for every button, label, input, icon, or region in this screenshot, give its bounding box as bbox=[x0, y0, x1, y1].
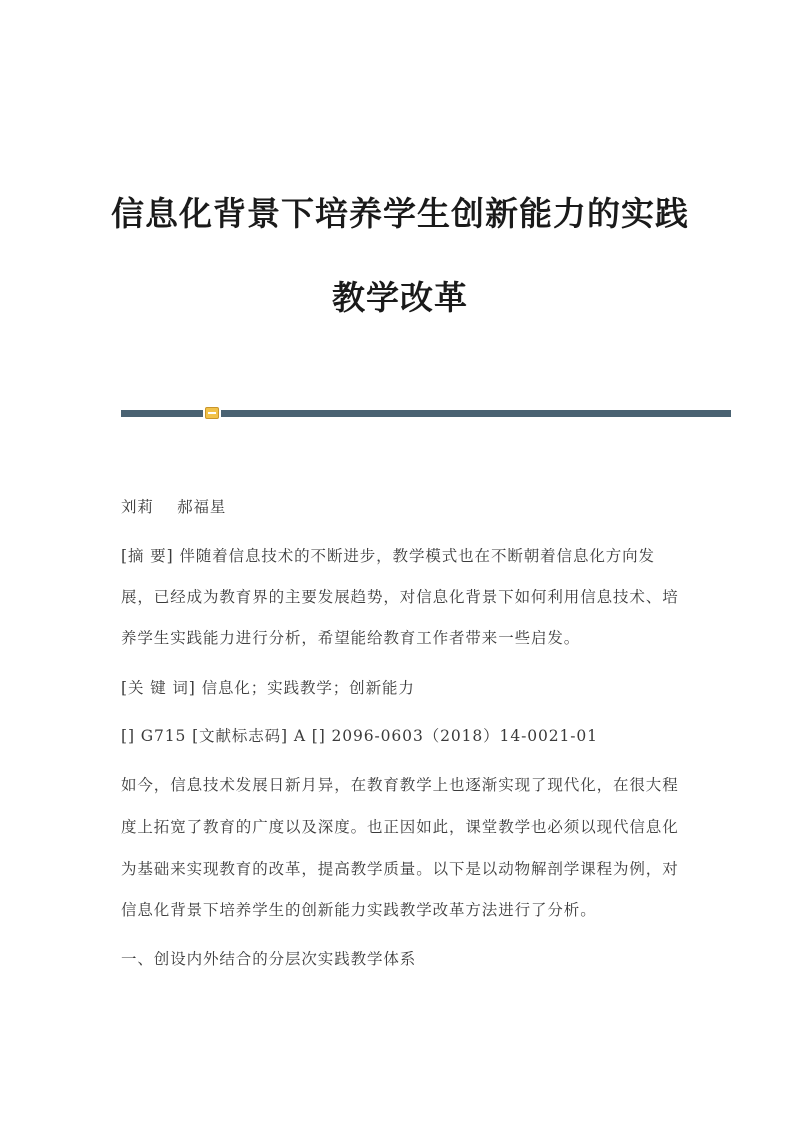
body-line-2: 度上拓宽了教育的广度以及深度。也正因如此，课堂教学也必须以现代信息化 bbox=[121, 818, 679, 836]
divider-left bbox=[121, 410, 203, 417]
body-line-1: 如今，信息技术发展日新月异，在教育教学上也逐渐实现了现代化，在很大程 bbox=[121, 776, 679, 794]
authors: 刘莉 郝福星 bbox=[121, 498, 227, 516]
paper-title-line-2: 教学改革 bbox=[332, 278, 468, 317]
abstract-line-1: [摘 要] 伴随着信息技术的不断进步，教学模式也在不断朝着信息化方向发 bbox=[121, 547, 655, 565]
paper-title-line-1: 信息化背景下培养学生创新能力的实践 bbox=[111, 194, 689, 233]
document-icon bbox=[205, 407, 219, 419]
divider-right bbox=[221, 410, 731, 417]
section-heading-1: 一、创设内外结合的分层次实践教学体系 bbox=[121, 950, 417, 968]
abstract-line-2: 展，已经成为教育界的主要发展趋势，对信息化背景下如何利用信息技术、培 bbox=[121, 588, 679, 606]
body-line-3: 为基础来实现教育的改革，提高教学质量。以下是以动物解剖学课程为例，对 bbox=[121, 860, 679, 878]
classification-info: [] G715 [文献标志码] A [] 2096-0603（2018）14-0021-01 bbox=[121, 727, 598, 745]
abstract-line-3: 养学生实践能力进行分析，希望能给教育工作者带来一些启发。 bbox=[121, 629, 581, 647]
keywords: [关 键 词] 信息化；实践教学；创新能力 bbox=[121, 679, 415, 697]
body-line-4: 信息化背景下培养学生的创新能力实践教学改革方法进行了分析。 bbox=[121, 901, 597, 919]
